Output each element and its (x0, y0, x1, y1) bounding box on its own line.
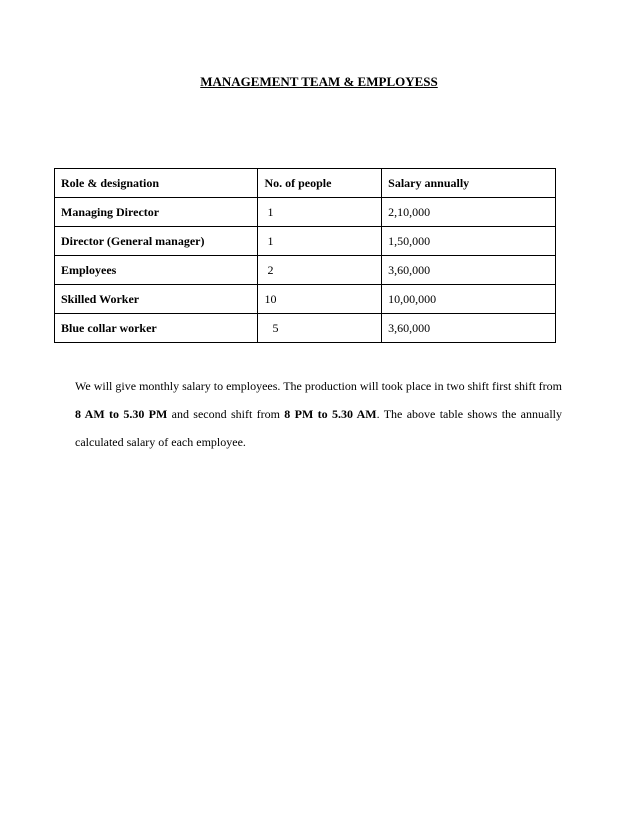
role-cell: Director (General manager) (55, 227, 258, 256)
role-cell: Managing Director (55, 198, 258, 227)
salary-cell: 2,10,000 (382, 198, 556, 227)
count-value: 1 (267, 233, 274, 248)
table-row (55, 256, 556, 285)
header-salary: Salary annually (382, 169, 556, 198)
role-cell: Blue collar worker (55, 314, 258, 343)
count-cell (258, 198, 382, 227)
count-value: 1 (267, 204, 274, 219)
page-title (0, 74, 638, 90)
salary-cell: 1,50,000 (382, 227, 556, 256)
table-row (55, 198, 556, 227)
role-cell: Employees (55, 256, 258, 285)
summary-text: . The above table shows the annually calculated salary of each employee. (75, 407, 563, 449)
header-role: Role & designation (55, 169, 258, 198)
first-shift-hours: 8 AM to 5.30 PM (75, 407, 168, 421)
management-table (54, 168, 556, 343)
count-cell (258, 256, 382, 285)
count-value: 10 (264, 291, 277, 306)
page-title-text: MANAGEMENT TEAM & EMPLOYESS (200, 74, 438, 89)
salary-cell: 3,60,000 (382, 314, 556, 343)
table-row (55, 285, 556, 314)
header-count: No. of people (258, 169, 382, 198)
count-cell (258, 227, 382, 256)
summary-text: We will give monthly salary to employees. The production will took place in two shift first shift from (75, 379, 562, 393)
count-value: 2 (267, 262, 274, 277)
table-row (55, 314, 556, 343)
count-cell (258, 285, 382, 314)
count-cell (258, 314, 382, 343)
salary-cell: 10,00,000 (382, 285, 556, 314)
summary-text: and second shift from (167, 407, 285, 421)
count-value: 5 (272, 320, 279, 335)
role-cell: Skilled Worker (55, 285, 258, 314)
table-header-row (55, 169, 556, 198)
salary-cell: 3,60,000 (382, 256, 556, 285)
second-shift-hours: 8 PM to 5.30 AM (284, 407, 377, 421)
table-row (55, 227, 556, 256)
summary-paragraph (75, 372, 562, 456)
